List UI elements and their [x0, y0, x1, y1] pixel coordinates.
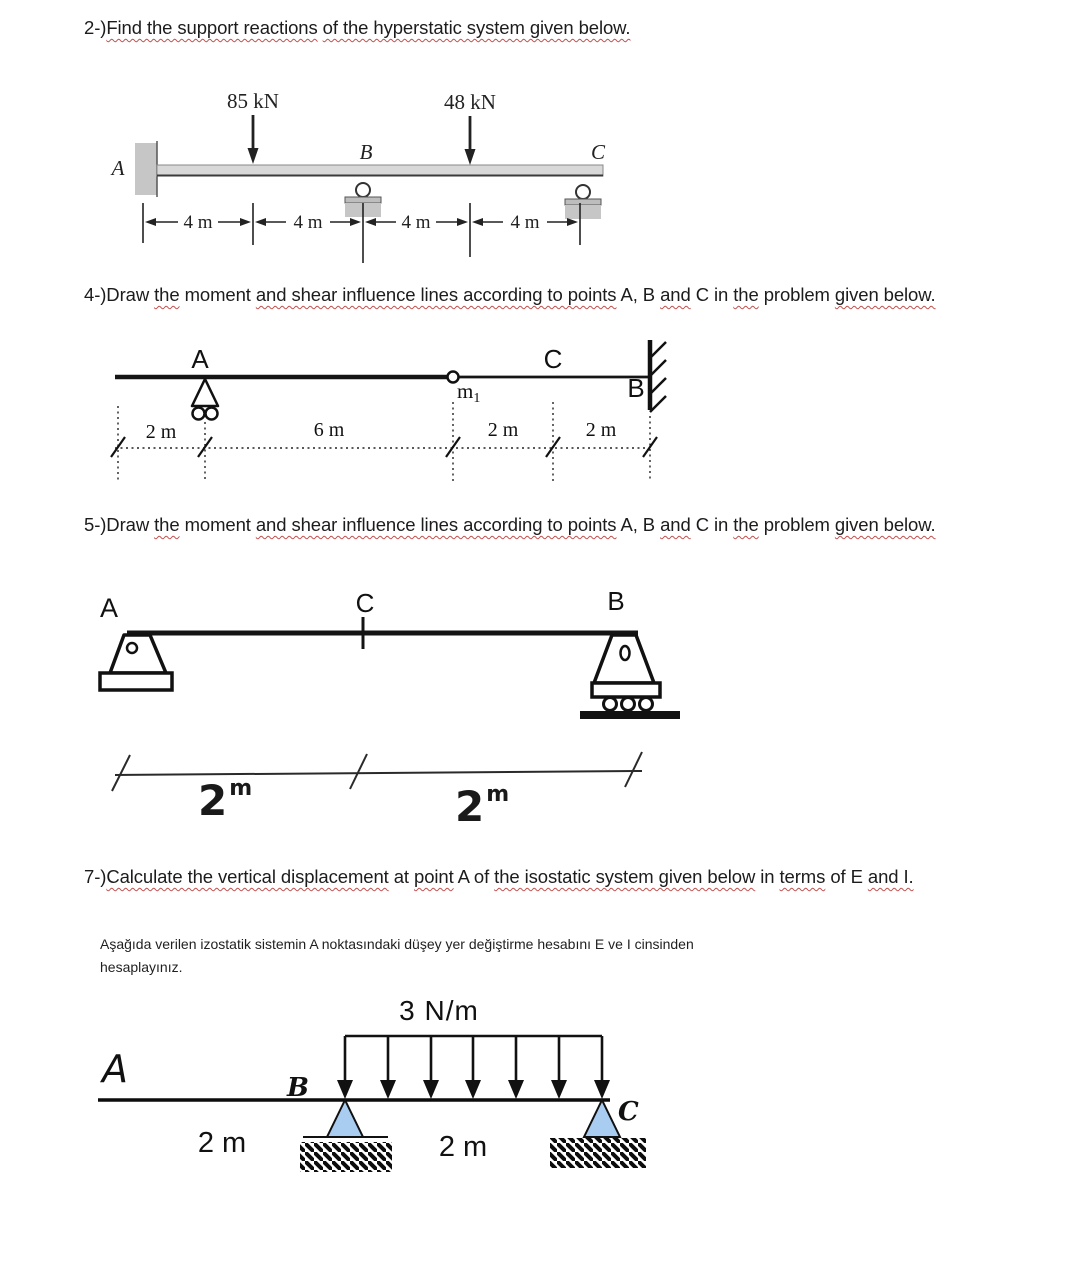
dim-sup-m: m — [229, 776, 253, 801]
point-load-85kn — [227, 89, 279, 164]
dim-2m-1: 2 m — [145, 421, 177, 443]
problem4-seg: A, B — [616, 284, 661, 305]
problem7-title — [84, 866, 914, 888]
problem4-seg: the — [733, 284, 759, 305]
hinge-sub-1: 1 — [473, 391, 481, 406]
label-c: C — [590, 140, 606, 164]
distributed-load-arrowheads — [337, 1080, 610, 1099]
problem7-seg: Calculate the vertical displacement — [106, 866, 389, 887]
problem7-seg: and I. — [867, 866, 914, 887]
label-c: C — [543, 344, 563, 374]
dim-4m-4: 4 m — [510, 212, 540, 233]
problem5-seg: moment — [179, 514, 256, 535]
problem7-seg: point — [414, 866, 454, 887]
label-b: B — [287, 1073, 309, 1103]
problem7-seg: in — [755, 866, 780, 887]
problem4-seg: problem — [758, 284, 835, 305]
problem7-turkish-note — [100, 933, 700, 979]
load-48kn-label: 48 kN — [444, 90, 496, 114]
problem4-seg: the — [154, 284, 180, 305]
dimension-line — [112, 752, 642, 791]
label-a: A — [111, 156, 125, 180]
problem4-seg: 4-)Draw — [84, 284, 155, 305]
hinge-m: m — [457, 379, 474, 403]
diagram-hyperstatic-beam — [100, 85, 660, 280]
label-c: C — [355, 588, 375, 618]
problem7-seg: of E — [825, 866, 868, 887]
problem4-seg: C in — [690, 284, 734, 305]
label-a: A — [100, 593, 119, 623]
problem7-seg: at — [388, 866, 414, 887]
dim-2m-2: 2 m — [487, 419, 519, 441]
problem4-seg: given below. — [834, 284, 936, 305]
problem2-number: 2-) — [84, 17, 107, 38]
note-line-2: hesaplayınız. — [100, 959, 183, 976]
problem5-seg: given below. — [834, 514, 936, 535]
point-load-48kn — [444, 90, 496, 165]
problem5-seg: problem — [758, 514, 835, 535]
label-b: B — [359, 140, 373, 164]
arrow-down-icon — [248, 148, 259, 164]
problem4-seg: moment — [179, 284, 256, 305]
problem5-seg: the — [733, 514, 759, 535]
problem7-seg: the isostatic system given below — [494, 866, 756, 887]
problem5-seg: 5-)Draw — [84, 514, 155, 535]
distributed-load-label: 3 N/m — [399, 995, 479, 1026]
problem5-seg: the — [154, 514, 180, 535]
problem7-seg: A of — [453, 866, 495, 887]
arrow-down-icon — [465, 149, 476, 165]
roller-support-c — [565, 185, 601, 219]
problem7-seg: 7-) — [84, 866, 107, 887]
label-a: A — [102, 1047, 128, 1091]
roller-support-a — [192, 379, 218, 420]
dim-4m-3: 4 m — [401, 212, 431, 233]
problem5-seg: and shear influence lines according to points — [255, 514, 617, 535]
problem7-seg: terms — [779, 866, 826, 887]
beam — [157, 165, 603, 176]
dim-num: 2 — [198, 776, 228, 825]
problem4-title — [84, 284, 936, 306]
pin-support-b — [300, 1100, 392, 1172]
problem5-title — [84, 514, 936, 536]
problem4-seg: and shear influence lines according to points — [255, 284, 617, 305]
dim-6m: 6 m — [313, 419, 345, 441]
dim-4m-2: 4 m — [293, 212, 323, 233]
label-b: B — [607, 586, 625, 616]
fixed-support-wall-a — [135, 141, 157, 197]
problem2-title — [84, 17, 630, 39]
dim-2m-right: 2 m — [438, 1131, 488, 1163]
pin-support-a — [100, 635, 172, 690]
hinge-label-m1 — [457, 379, 480, 406]
problem5-seg: A, B — [616, 514, 661, 535]
label-a: A — [191, 344, 209, 374]
problem5-seg: C in — [690, 514, 734, 535]
note-line-1: Aşağıda verilen izostatik sistemin A noktasındaki düşey yer değiştirme hesabını E ve I cinsinden — [100, 936, 694, 952]
problem4-seg: and — [660, 284, 691, 305]
dim-2m-right — [455, 782, 509, 831]
diagram-isostatic-beam — [80, 990, 700, 1190]
dimension-ticks — [111, 437, 657, 457]
diagram-influence-beam-2 — [80, 585, 700, 835]
hatched-ground — [550, 1138, 646, 1168]
diagram-influence-beam-1 — [100, 330, 680, 495]
problem2-text-a: Find the support reactions — [106, 17, 318, 38]
problem5-seg: and — [660, 514, 691, 535]
fixed-support-b — [650, 340, 666, 412]
roller-support-b — [580, 635, 680, 719]
hatched-ground — [300, 1142, 392, 1172]
dim-2m-left: 2 m — [197, 1127, 247, 1159]
dim-2m-3: 2 m — [585, 419, 617, 441]
problem2-text-b: of the hyperstatic system given below. — [322, 17, 631, 38]
distributed-load — [345, 1036, 602, 1082]
label-c: C — [618, 1097, 639, 1127]
load-85kn-label: 85 kN — [227, 89, 279, 113]
dim-num: 2 — [455, 782, 485, 831]
dim-2m-left — [198, 776, 252, 825]
dim-4m-1: 4 m — [183, 212, 213, 233]
dim-sup-m: m — [486, 782, 510, 807]
label-b: B — [627, 373, 645, 403]
